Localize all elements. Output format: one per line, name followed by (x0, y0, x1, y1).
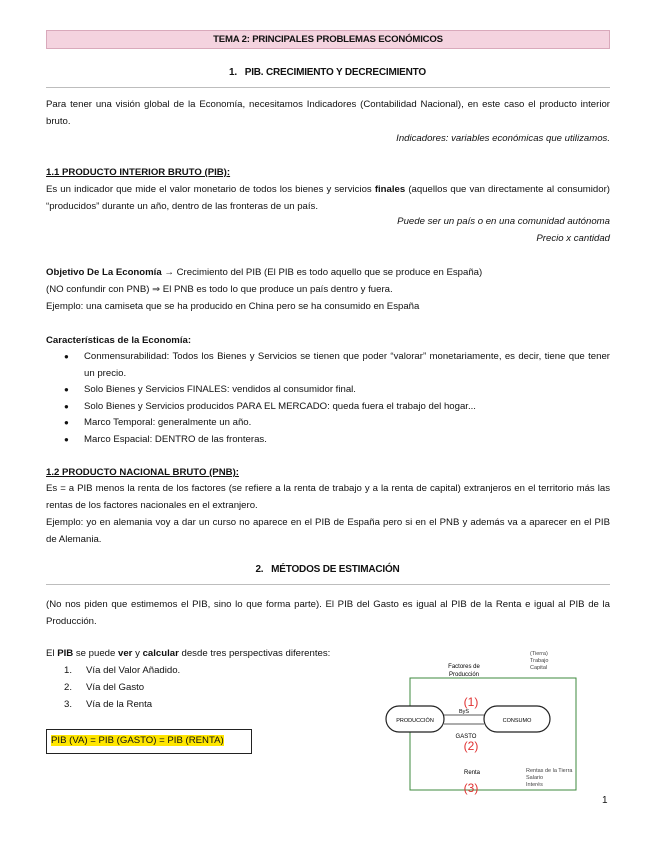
topic-banner: TEMA 2: PRINCIPALES PROBLEMAS ECONÓMICOS (46, 30, 610, 49)
list-label: Vía de la Renta (86, 699, 153, 710)
section-1-title: PIB. CRECIMIENTO Y DECRECIMIENTO (244, 67, 426, 78)
metodos-intro: (No nos piden que estimemos el PIB, sino lo que forma parte). El PIB del Gasto es igual al PIB de la Renta e igual al PIB de la Producción. (46, 599, 610, 627)
pnb-heading: 1.2 PRODUCTO NACIONAL BRUTO (PNB): (46, 467, 239, 478)
list-label: Vía del Gasto (86, 682, 145, 693)
objetivo-line-3: Ejemplo: una camiseta que se ha producido en China pero se ha consumido en España (46, 301, 420, 312)
lead-mid: se puede (73, 648, 119, 659)
pnb-definition: Es = a PIB menos la renta de los factores (se refiere a la renta de trabajo y a la renta de capital) extranjeros en el territorio más las rentas de los factores nacionales en el extranjero. (46, 483, 610, 511)
pib-note-territory: Puede ser un país o en una comunidad autónoma (397, 216, 610, 227)
list-item: ● Marco Espacial: DENTRO de las fronteras. (64, 432, 610, 449)
corner-label-3: Capital (530, 665, 548, 671)
corner-label-1: (Tierra) (530, 651, 548, 657)
lead-ver: ver (118, 648, 133, 659)
production-label: PRODUCCIÓN (396, 718, 434, 724)
objetivo-line-2: (NO confundir con PNB) ⇒ El PNB es todo lo que produce un país dentro y fuera. (46, 284, 393, 295)
list-item: ● Solo Bienes y Servicios FINALES: vendidos al consumidor final. (64, 382, 610, 399)
rentas-label-3: Interés (526, 782, 543, 788)
pib-text-bold: finales (374, 184, 406, 195)
list-item: ● Marco Temporal: generalmente un año. (64, 415, 610, 432)
section-2-title: MÉTODOS DE ESTIMACIÓN (271, 564, 400, 575)
objetivo-text: → Crecimiento del PIB (El PIB es todo aquello que se produce en España) (161, 267, 483, 278)
lead-post: desde tres perspectivas diferentes: (178, 648, 331, 659)
metodos-lead (46, 645, 376, 662)
objetivo-line-1 (46, 264, 610, 281)
section-1-number: 1. (229, 67, 237, 78)
caracteristicas-list (64, 349, 610, 448)
pib-text-before: Es un indicador que mide el valor monetario de todos los bienes y servicios (46, 184, 375, 195)
list-number: 1. (64, 665, 73, 676)
corner-label-2: Trabajo (530, 658, 549, 664)
flow-number-2: (2) (463, 739, 479, 753)
pib-formula: PIB (VA) = PIB (GASTO) = PIB (RENTA) (51, 735, 224, 746)
list-item (64, 679, 364, 696)
factors-label-1: Factores de (448, 664, 480, 670)
list-item (64, 696, 364, 713)
list-item (64, 662, 364, 679)
rentas-label-2: Salario (526, 775, 544, 781)
circular-flow-diagram (380, 640, 612, 800)
factors-label-2: Producción (448, 672, 480, 678)
page-number: 1 (602, 795, 608, 806)
section-1-rule (46, 87, 610, 88)
list-label: Vía del Valor Añadido. (86, 665, 181, 676)
pib-note-price: Precio x cantidad (536, 233, 610, 244)
rentas-label-1: Rentas de la Tierra (526, 768, 573, 774)
list-number: 2. (64, 682, 73, 693)
flow-number-3: (3) (463, 781, 479, 795)
lead-pre: El (46, 648, 58, 659)
consumption-label: CONSUMO (502, 718, 532, 724)
intro-note: Indicadores: variables económicas que utilizamos. (396, 133, 610, 144)
objetivo-label: Objetivo De La Economía (46, 267, 162, 278)
caracteristicas-heading: Características de la Economía: (46, 335, 192, 346)
list-item: ● Solo Bienes y Servicios producidos PARA EL MERCADO: queda fuera el trabajo del hogar... (64, 399, 610, 416)
lead-calcular: calcular (142, 648, 179, 659)
list-item: ● Conmensurabilidad: Todos los Bienes y Servicios se tienen que poder “valorar” monetariamente, es decir, tiene que tener un precio. (64, 349, 610, 382)
lead-y: y (132, 648, 143, 659)
pnb-example: Ejemplo: yo en alemania voy a dar un curso no aparece en el PIB de España pero si en el PNB y además va a aparecer en el PIB de Alemania. (46, 517, 610, 545)
pib-formula-box (46, 729, 252, 754)
renta-label: Renta (463, 770, 481, 776)
section-1-heading (0, 67, 655, 78)
gasto-label: GASTO (455, 734, 477, 740)
intro-paragraph: Para tener una visión global de la Economía, necesitamos Indicadores (Contabilidad Nacional), en este caso el producto interior bruto. (46, 99, 610, 127)
section-2-rule (46, 584, 610, 585)
list-number: 3. (64, 699, 73, 710)
goods-label: ByS (458, 709, 470, 715)
metodos-list (64, 662, 364, 713)
pib-heading: 1.1 PRODUCTO INTERIOR BRUTO (PIB): (46, 167, 231, 178)
flow-number-1: (1) (463, 695, 479, 709)
pib-text-after: (aquellos que van directamente al consumidor) “producidos” durante un año, dentro de las fronteras de un país. (46, 184, 610, 212)
pib-definition (46, 181, 610, 215)
section-2-heading (0, 564, 655, 575)
lead-pib: PIB (57, 648, 74, 659)
section-2-number: 2. (255, 564, 264, 575)
